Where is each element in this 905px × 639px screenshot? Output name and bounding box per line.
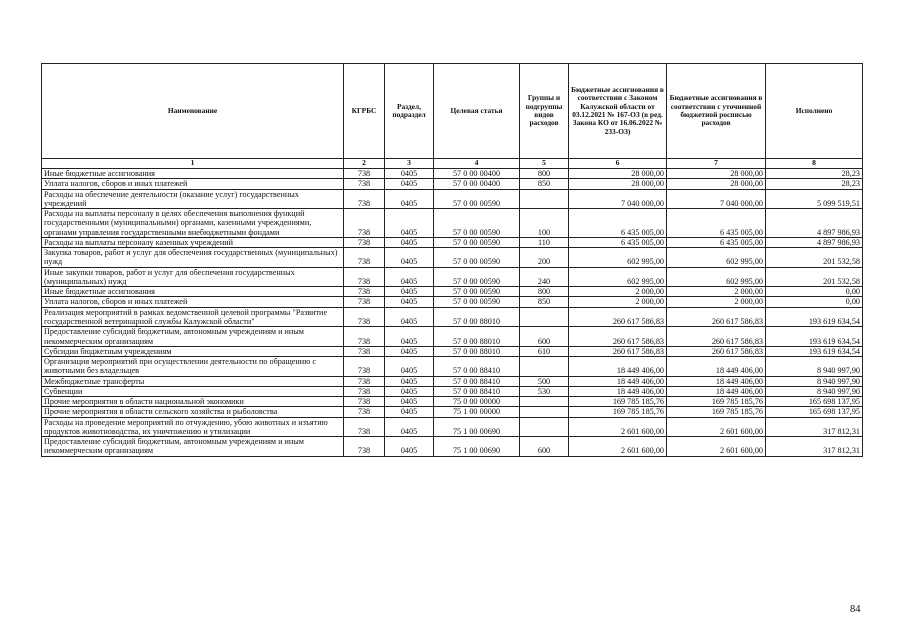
row-name-cell: Иные закупки товаров, работ и услуг для обеспечения государственных (муниципальных) нужд xyxy=(42,267,344,287)
row-executed-cell: 28,23 xyxy=(766,169,863,179)
row-group-cell: 800 xyxy=(520,169,569,179)
row-group-cell: 850 xyxy=(520,297,569,307)
row-name-cell: Иные бюджетные ассигнования xyxy=(42,169,344,179)
row-ktrbs-cell: 738 xyxy=(344,417,385,437)
row-target-cell: 57 0 00 88410 xyxy=(434,357,520,377)
row-section-cell: 0405 xyxy=(385,179,434,189)
row-name-cell: Организация мероприятий при осуществлении деятельности по обращению с животными без владельцев xyxy=(42,357,344,377)
row-name-cell: Расходы на выплаты персоналу казенных учреждений xyxy=(42,237,344,247)
row-name-cell: Межбюджетные трансферты xyxy=(42,376,344,386)
row-section-cell: 0405 xyxy=(385,209,434,238)
row-executed-cell: 193 619 634,54 xyxy=(766,346,863,356)
row-executed-cell: 8 940 997,90 xyxy=(766,376,863,386)
row-name-cell: Иные бюджетные ассигнования xyxy=(42,287,344,297)
row-name-cell: Расходы на выплаты персоналу в целях обеспечения выполнения функций государственными (муниципальными) органами, казенными учреждениями, органами управления государственными внебюджетными фондами xyxy=(42,209,344,238)
row-section-cell: 0405 xyxy=(385,237,434,247)
row-group-cell: 800 xyxy=(520,287,569,297)
table-row xyxy=(42,237,863,247)
row-law-cell: 169 785 185,76 xyxy=(569,397,667,407)
row-name-cell: Предоставление субсидий бюджетным, автономным учреждениям и иным некоммерческим организациям xyxy=(42,327,344,347)
table-row xyxy=(42,376,863,386)
row-refined-cell: 169 785 185,76 xyxy=(667,407,766,417)
row-ktrbs-cell: 738 xyxy=(344,267,385,287)
row-executed-cell: 201 532,58 xyxy=(766,267,863,287)
row-ktrbs-cell: 738 xyxy=(344,376,385,386)
row-target-cell: 57 0 00 88410 xyxy=(434,376,520,386)
row-refined-cell: 18 449 406,00 xyxy=(667,386,766,396)
row-executed-cell: 4 897 986,93 xyxy=(766,237,863,247)
row-target-cell: 57 0 00 88010 xyxy=(434,327,520,347)
row-law-cell: 602 995,00 xyxy=(569,248,667,268)
header-executed: Исполнено xyxy=(766,64,863,159)
row-executed-cell: 165 698 137,95 xyxy=(766,407,863,417)
header-target: Целевая статья xyxy=(434,64,520,159)
row-group-cell xyxy=(520,189,569,209)
page-number: 84 xyxy=(850,604,861,615)
row-law-cell: 18 449 406,00 xyxy=(569,386,667,396)
row-section-cell: 0405 xyxy=(385,386,434,396)
row-name-cell: Уплата налогов, сборов и иных платежей xyxy=(42,297,344,307)
table-row xyxy=(42,357,863,377)
table-row xyxy=(42,407,863,417)
row-name-cell: Прочие мероприятия в области национальной экономики xyxy=(42,397,344,407)
row-section-cell: 0405 xyxy=(385,189,434,209)
row-executed-cell: 0,00 xyxy=(766,297,863,307)
header-groups: Группы и подгруппы видов расходов xyxy=(520,64,569,159)
row-ktrbs-cell: 738 xyxy=(344,327,385,347)
row-name-cell: Расходы на обеспечение деятельности (оказание услуг) государственных учреждений xyxy=(42,189,344,209)
row-name-cell: Субвенции xyxy=(42,386,344,396)
row-ktrbs-cell: 738 xyxy=(344,307,385,327)
row-executed-cell: 28,23 xyxy=(766,179,863,189)
table-row xyxy=(42,397,863,407)
row-executed-cell: 201 532,58 xyxy=(766,248,863,268)
row-refined-cell: 169 785 185,76 xyxy=(667,397,766,407)
row-refined-cell: 6 435 005,00 xyxy=(667,209,766,238)
header-law: Бюджетные ассигнования в соответствии с Законом Калужской области от 03.12.2021 № 167-ОЗ (в ред. Закона КО от 16.06.2022 № 233-ОЗ) xyxy=(569,64,667,159)
row-law-cell: 260 617 586,83 xyxy=(569,307,667,327)
table-row xyxy=(42,346,863,356)
row-executed-cell: 8 940 997,90 xyxy=(766,357,863,377)
row-ktrbs-cell: 738 xyxy=(344,346,385,356)
row-refined-cell: 2 000,00 xyxy=(667,297,766,307)
row-refined-cell: 602 995,00 xyxy=(667,267,766,287)
row-law-cell: 260 617 586,83 xyxy=(569,346,667,356)
row-law-cell: 2 601 600,00 xyxy=(569,417,667,437)
row-executed-cell: 5 099 519,51 xyxy=(766,189,863,209)
row-target-cell: 57 0 00 00590 xyxy=(434,209,520,238)
row-ktrbs-cell: 738 xyxy=(344,287,385,297)
row-ktrbs-cell: 738 xyxy=(344,189,385,209)
row-ktrbs-cell: 738 xyxy=(344,237,385,247)
row-refined-cell: 18 449 406,00 xyxy=(667,376,766,386)
row-target-cell: 57 0 00 00590 xyxy=(434,237,520,247)
row-target-cell: 57 0 00 00590 xyxy=(434,189,520,209)
column-number: 8 xyxy=(766,159,863,169)
row-executed-cell: 0,00 xyxy=(766,287,863,297)
row-group-cell: 600 xyxy=(520,437,569,457)
row-refined-cell: 18 449 406,00 xyxy=(667,357,766,377)
table-row xyxy=(42,189,863,209)
row-group-cell: 500 xyxy=(520,376,569,386)
row-refined-cell: 602 995,00 xyxy=(667,248,766,268)
row-ktrbs-cell: 738 xyxy=(344,209,385,238)
row-group-cell: 110 xyxy=(520,237,569,247)
column-number-row xyxy=(42,159,863,169)
row-ktrbs-cell: 738 xyxy=(344,437,385,457)
row-name-cell: Расходы на проведение мероприятий по отчуждению, убою животных и изъятию продуктов животноводства, их уничтожению и утилизации xyxy=(42,417,344,437)
row-executed-cell: 4 897 986,93 xyxy=(766,209,863,238)
table-row xyxy=(42,437,863,457)
table-row xyxy=(42,297,863,307)
row-target-cell: 57 0 00 88010 xyxy=(434,307,520,327)
row-law-cell: 260 617 586,83 xyxy=(569,327,667,347)
column-number: 3 xyxy=(385,159,434,169)
row-refined-cell: 2 601 600,00 xyxy=(667,437,766,457)
row-refined-cell: 260 617 586,83 xyxy=(667,346,766,356)
row-section-cell: 0405 xyxy=(385,169,434,179)
row-refined-cell: 28 000,00 xyxy=(667,169,766,179)
row-target-cell: 57 0 00 00400 xyxy=(434,169,520,179)
column-number: 6 xyxy=(569,159,667,169)
row-law-cell: 602 995,00 xyxy=(569,267,667,287)
row-law-cell: 18 449 406,00 xyxy=(569,376,667,386)
row-name-cell: Закупка товаров, работ и услуг для обеспечения государственных (муниципальных) нужд xyxy=(42,248,344,268)
row-section-cell: 0405 xyxy=(385,376,434,386)
row-group-cell: 600 xyxy=(520,327,569,347)
row-target-cell: 57 0 00 00590 xyxy=(434,267,520,287)
table-row xyxy=(42,327,863,347)
row-refined-cell: 260 617 586,83 xyxy=(667,307,766,327)
row-group-cell: 610 xyxy=(520,346,569,356)
row-section-cell: 0405 xyxy=(385,417,434,437)
row-target-cell: 57 0 00 00590 xyxy=(434,287,520,297)
row-group-cell: 850 xyxy=(520,179,569,189)
row-ktrbs-cell: 738 xyxy=(344,297,385,307)
row-ktrbs-cell: 738 xyxy=(344,169,385,179)
row-group-cell xyxy=(520,397,569,407)
row-target-cell: 57 0 00 00590 xyxy=(434,297,520,307)
row-target-cell: 57 0 00 88410 xyxy=(434,386,520,396)
row-refined-cell: 2 601 600,00 xyxy=(667,417,766,437)
row-executed-cell: 317 812,31 xyxy=(766,437,863,457)
row-law-cell: 2 000,00 xyxy=(569,287,667,297)
table-row xyxy=(42,248,863,268)
header-row xyxy=(42,64,863,159)
table-row xyxy=(42,169,863,179)
row-law-cell: 2 601 600,00 xyxy=(569,437,667,457)
row-ktrbs-cell: 738 xyxy=(344,248,385,268)
column-number: 5 xyxy=(520,159,569,169)
row-refined-cell: 28 000,00 xyxy=(667,179,766,189)
row-section-cell: 0405 xyxy=(385,307,434,327)
row-section-cell: 0405 xyxy=(385,267,434,287)
row-ktrbs-cell: 738 xyxy=(344,397,385,407)
row-ktrbs-cell: 738 xyxy=(344,179,385,189)
header-ktrbs: КГРБС xyxy=(344,64,385,159)
header-name: Наименование xyxy=(42,64,344,159)
row-target-cell: 75 1 00 00000 xyxy=(434,407,520,417)
row-law-cell: 18 449 406,00 xyxy=(569,357,667,377)
row-executed-cell: 193 619 634,54 xyxy=(766,307,863,327)
row-section-cell: 0405 xyxy=(385,327,434,347)
table-row xyxy=(42,209,863,238)
column-number: 4 xyxy=(434,159,520,169)
row-target-cell: 57 0 00 88010 xyxy=(434,346,520,356)
row-law-cell: 7 040 000,00 xyxy=(569,189,667,209)
table-row xyxy=(42,307,863,327)
row-name-cell: Предоставление субсидий бюджетным, автономным учреждениям и иным некоммерческим организациям xyxy=(42,437,344,457)
row-group-cell xyxy=(520,417,569,437)
row-group-cell: 100 xyxy=(520,209,569,238)
row-section-cell: 0405 xyxy=(385,248,434,268)
header-section: Раздел, подраздел xyxy=(385,64,434,159)
row-group-cell xyxy=(520,357,569,377)
row-ktrbs-cell: 738 xyxy=(344,357,385,377)
row-group-cell xyxy=(520,407,569,417)
row-section-cell: 0405 xyxy=(385,437,434,457)
row-refined-cell: 7 040 000,00 xyxy=(667,189,766,209)
table-row xyxy=(42,386,863,396)
table-row xyxy=(42,417,863,437)
row-section-cell: 0405 xyxy=(385,297,434,307)
row-section-cell: 0405 xyxy=(385,407,434,417)
row-name-cell: Прочие мероприятия в области сельского хозяйства и рыболовства xyxy=(42,407,344,417)
row-law-cell: 28 000,00 xyxy=(569,169,667,179)
table-row xyxy=(42,179,863,189)
row-group-cell: 240 xyxy=(520,267,569,287)
row-target-cell: 75 0 00 00000 xyxy=(434,397,520,407)
row-section-cell: 0405 xyxy=(385,397,434,407)
row-executed-cell: 317 812,31 xyxy=(766,417,863,437)
row-refined-cell: 6 435 005,00 xyxy=(667,237,766,247)
row-law-cell: 28 000,00 xyxy=(569,179,667,189)
row-group-cell xyxy=(520,307,569,327)
row-section-cell: 0405 xyxy=(385,357,434,377)
row-law-cell: 6 435 005,00 xyxy=(569,237,667,247)
column-number: 2 xyxy=(344,159,385,169)
column-number: 7 xyxy=(667,159,766,169)
row-section-cell: 0405 xyxy=(385,346,434,356)
table-row xyxy=(42,267,863,287)
row-target-cell: 57 0 00 00590 xyxy=(434,248,520,268)
table-row xyxy=(42,287,863,297)
row-group-cell: 200 xyxy=(520,248,569,268)
row-refined-cell: 2 000,00 xyxy=(667,287,766,297)
row-executed-cell: 193 619 634,54 xyxy=(766,327,863,347)
row-name-cell: Уплата налогов, сборов и иных платежей xyxy=(42,179,344,189)
row-target-cell: 75 1 00 00690 xyxy=(434,417,520,437)
row-executed-cell: 8 940 997,90 xyxy=(766,386,863,396)
row-name-cell: Субсидии бюджетным учреждениям xyxy=(42,346,344,356)
row-name-cell: Реализация мероприятий в рамках ведомственной целевой программы "Развитие государственной ветеринарной службы Калужской области" xyxy=(42,307,344,327)
row-target-cell: 57 0 00 00400 xyxy=(434,179,520,189)
row-target-cell: 75 1 00 00690 xyxy=(434,437,520,457)
row-refined-cell: 260 617 586,83 xyxy=(667,327,766,347)
row-law-cell: 6 435 005,00 xyxy=(569,209,667,238)
row-law-cell: 2 000,00 xyxy=(569,297,667,307)
budget-table xyxy=(41,63,863,457)
row-executed-cell: 165 698 137,95 xyxy=(766,397,863,407)
header-refined: Бюджетные ассигнования в соответствии с уточненной бюджетной росписью расходов xyxy=(667,64,766,159)
row-section-cell: 0405 xyxy=(385,287,434,297)
column-number: 1 xyxy=(42,159,344,169)
row-ktrbs-cell: 738 xyxy=(344,386,385,396)
row-law-cell: 169 785 185,76 xyxy=(569,407,667,417)
row-ktrbs-cell: 738 xyxy=(344,407,385,417)
row-group-cell: 530 xyxy=(520,386,569,396)
